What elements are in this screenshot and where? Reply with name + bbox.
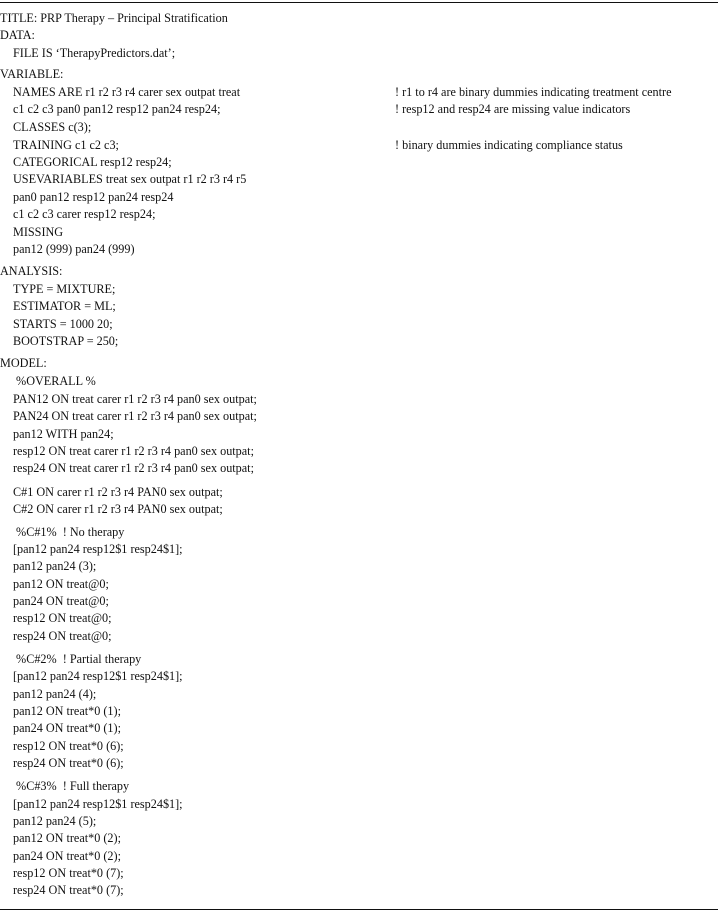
code-line xyxy=(0,84,718,101)
code-line xyxy=(0,686,718,703)
code-line xyxy=(0,484,718,501)
code-line xyxy=(0,355,718,372)
code-text: MODEL: xyxy=(0,356,47,370)
code-text: pan12 pan24 (5); xyxy=(13,814,97,828)
code-line xyxy=(0,848,718,865)
code-line xyxy=(0,171,718,188)
code-text: FILE IS ‘TherapyPredictors.dat’; xyxy=(13,46,176,60)
code-text: pan12 WITH pan24; xyxy=(13,427,114,441)
code-text: PAN24 ON treat carer r1 r2 r3 r4 pan0 sex outpat; xyxy=(13,409,257,423)
code-text: pan12 (999) pan24 (999) xyxy=(13,242,135,256)
code-text: CATEGORICAL resp12 resp24; xyxy=(13,155,172,169)
code-line xyxy=(0,333,718,350)
code-text: PAN12 ON treat carer r1 r2 r3 r4 pan0 sex outpat; xyxy=(13,392,257,406)
code-text: resp12 ON treat*0 (6); xyxy=(13,739,124,753)
code-line xyxy=(0,651,718,668)
code-text: pan24 ON treat*0 (2); xyxy=(13,849,121,863)
code-line xyxy=(0,241,718,258)
code-line xyxy=(0,796,718,813)
code-comment: ! binary dummies indicating compliance status xyxy=(395,138,623,152)
code-line xyxy=(0,27,718,44)
code-text: TRAINING c1 c2 c3; xyxy=(13,138,119,152)
code-text: pan12 ON treat*0 (2); xyxy=(13,831,121,845)
code-text: %OVERALL % xyxy=(13,374,96,388)
code-line xyxy=(0,541,718,558)
code-text: STARTS = 1000 20; xyxy=(13,317,113,331)
code-text: TYPE = MIXTURE; xyxy=(13,282,116,296)
code-text: resp12 ON treat carer r1 r2 r3 r4 pan0 sex outpat; xyxy=(13,444,254,458)
code-text: VARIABLE: xyxy=(0,67,64,81)
code-line xyxy=(0,224,718,241)
code-text: pan12 ON treat@0; xyxy=(13,577,109,591)
code-text: [pan12 pan24 resp12$1 resp24$1]; xyxy=(13,797,183,811)
code-text: TITLE: PRP Therapy – Principal Stratification xyxy=(0,11,228,25)
code-line xyxy=(0,593,718,610)
code-text: ANALYSIS: xyxy=(0,264,63,278)
code-line xyxy=(0,610,718,627)
code-line xyxy=(0,830,718,847)
code-line xyxy=(0,426,718,443)
code-line xyxy=(0,778,718,795)
code-line xyxy=(0,189,718,206)
code-line xyxy=(0,206,718,223)
code-text: [pan12 pan24 resp12$1 resp24$1]; xyxy=(13,542,183,556)
code-line xyxy=(0,10,718,27)
code-line xyxy=(0,281,718,298)
code-line xyxy=(0,813,718,830)
code-text: resp12 ON treat*0 (7); xyxy=(13,866,124,880)
code-text: pan24 ON treat@0; xyxy=(13,594,109,608)
code-text: ESTIMATOR = ML; xyxy=(13,299,116,313)
code-text: MISSING xyxy=(13,225,64,239)
code-line xyxy=(0,101,718,118)
code-text: c1 c2 c3 carer resp12 resp24; xyxy=(13,207,156,221)
code-line xyxy=(0,501,718,518)
code-line xyxy=(0,865,718,882)
code-text: pan12 ON treat*0 (1); xyxy=(13,704,121,718)
code-line xyxy=(0,720,718,737)
code-line xyxy=(0,373,718,390)
code-line xyxy=(0,628,718,645)
code-text: resp24 ON treat carer r1 r2 r3 r4 pan0 sex outpat; xyxy=(13,461,254,475)
code-text: BOOTSTRAP = 250; xyxy=(13,334,119,348)
code-line xyxy=(0,576,718,593)
code-line xyxy=(0,668,718,685)
code-text: %C#1% ! No therapy xyxy=(13,525,125,539)
code-line xyxy=(0,298,718,315)
code-text: NAMES ARE r1 r2 r3 r4 carer sex outpat treat xyxy=(13,85,241,99)
code-line xyxy=(0,408,718,425)
code-line xyxy=(0,154,718,171)
code-line xyxy=(0,137,718,154)
code-text: resp24 ON treat@0; xyxy=(13,629,112,643)
code-line xyxy=(0,882,718,899)
code-line xyxy=(0,703,718,720)
code-text: pan24 ON treat*0 (1); xyxy=(13,721,121,735)
code-text: resp12 ON treat@0; xyxy=(13,611,112,625)
code-text: C#2 ON carer r1 r2 r3 r4 PAN0 sex outpat; xyxy=(13,502,223,516)
code-comment: ! r1 to r4 are binary dummies indicating treatment centre xyxy=(395,85,672,99)
code-text: C#1 ON carer r1 r2 r3 r4 PAN0 sex outpat; xyxy=(13,485,223,499)
code-line xyxy=(0,755,718,772)
code-line xyxy=(0,391,718,408)
code-line xyxy=(0,443,718,460)
code-text: %C#3% ! Full therapy xyxy=(13,779,130,793)
code-line xyxy=(0,738,718,755)
code-text: pan12 pan24 (3); xyxy=(13,559,97,573)
code-text: c1 c2 c3 pan0 pan12 resp12 pan24 resp24; xyxy=(13,102,221,116)
code-text: CLASSES c(3); xyxy=(13,120,92,134)
code-text: %C#2% ! Partial therapy xyxy=(13,652,142,666)
code-line xyxy=(0,316,718,333)
code-line xyxy=(0,45,718,62)
code-text: resp24 ON treat*0 (7); xyxy=(13,883,124,897)
code-line xyxy=(0,460,718,477)
code-text: pan0 pan12 resp12 pan24 resp24 xyxy=(13,190,174,204)
code-line xyxy=(0,524,718,541)
code-line xyxy=(0,119,718,136)
code-text: [pan12 pan24 resp12$1 resp24$1]; xyxy=(13,669,183,683)
code-line xyxy=(0,66,718,83)
code-comment: ! resp12 and resp24 are missing value indicators xyxy=(395,102,631,116)
code-line xyxy=(0,263,718,280)
code-text: pan12 pan24 (4); xyxy=(13,687,97,701)
bottom-rule xyxy=(0,909,718,910)
code-line xyxy=(0,558,718,575)
code-text: resp24 ON treat*0 (6); xyxy=(13,756,124,770)
code-text: USEVARIABLES treat sex outpat r1 r2 r3 r4 r5 xyxy=(13,172,247,186)
code-text: DATA: xyxy=(0,28,35,42)
